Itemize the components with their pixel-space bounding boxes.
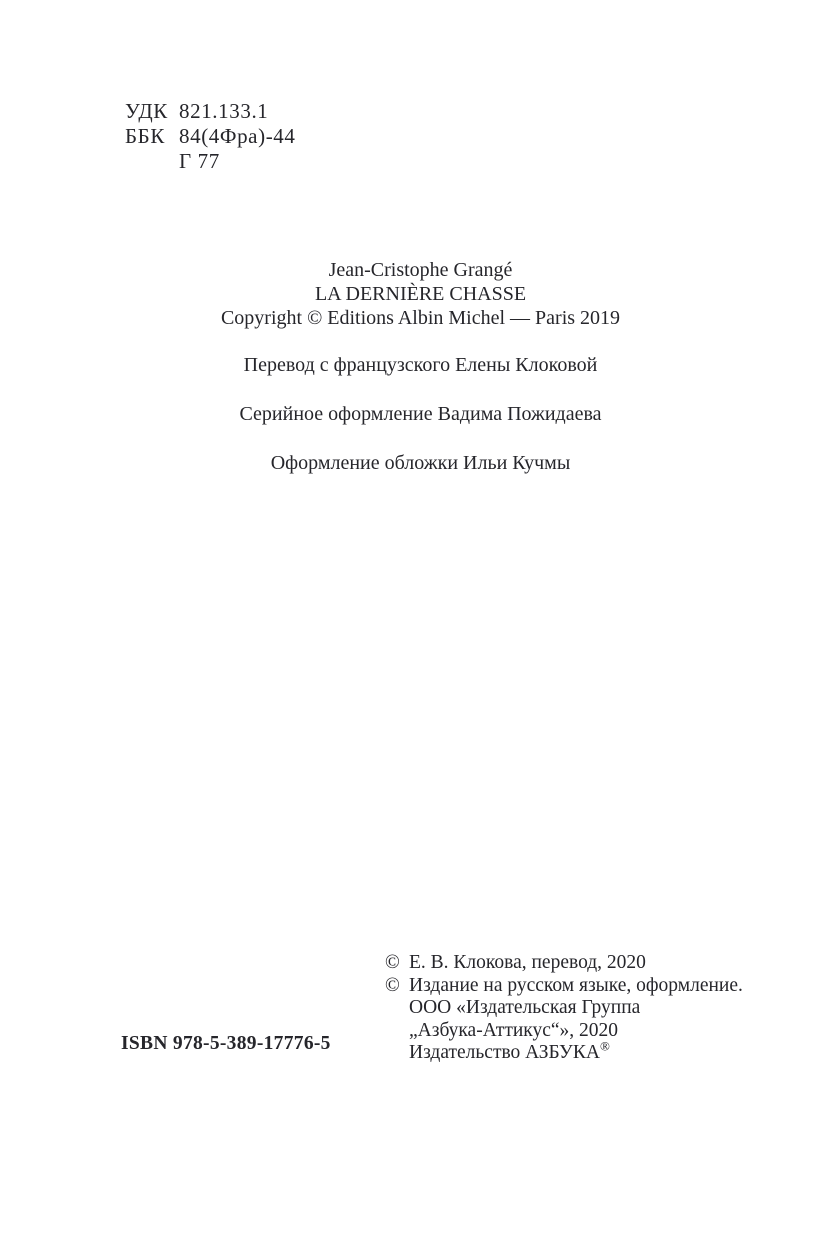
- author-sign-value: Г 77: [179, 149, 220, 173]
- copyright-symbol: ©: [385, 952, 400, 973]
- original-author: Jean-Cristophe Grangé: [328, 259, 513, 281]
- udk-row: [125, 99, 296, 124]
- author-sign-spacer: [125, 149, 179, 174]
- original-copyright-line: Copyright © Editions Albin Michel — Paris 2019: [220, 307, 621, 329]
- publisher-line-3: „Азбука-Аттикус“», 2020: [409, 1019, 619, 1041]
- bbk-row: [125, 124, 296, 149]
- copyright-notice-publisher: [385, 975, 743, 1065]
- udk-label: УДК: [125, 99, 168, 123]
- copyright-symbol: ©: [385, 974, 400, 996]
- original-title: LA DERNIÈRE CHASSE: [314, 283, 527, 305]
- classification-block: [125, 99, 296, 174]
- publisher-line-4: [409, 1038, 743, 1065]
- copyright-notice-text: Е. В. Клокова, перевод, 2020: [409, 952, 646, 973]
- series-design-credit: Серийное оформление Вадима Пожидаева: [239, 403, 602, 425]
- publisher-imprint: Издательство АЗБУКА: [409, 1042, 600, 1063]
- publisher-line-2: ООО «Издательская Группа: [409, 997, 641, 1018]
- copyright-notice-translation: [385, 952, 743, 975]
- translation-credit: Перевод с французского Елены Клоковой: [243, 354, 598, 376]
- registered-trademark-symbol: ®: [599, 1038, 610, 1054]
- cover-design-credit: Оформление обложки Ильи Кучмы: [270, 452, 571, 474]
- bbk-label: ББК: [125, 124, 165, 148]
- copyright-notices-block: [385, 952, 743, 1065]
- udk-value: 821.133.1: [179, 99, 269, 123]
- copyright-notice-text: [409, 975, 743, 1065]
- publisher-line-1: Издание на русском языке, оформление.: [409, 974, 743, 996]
- isbn: ISBN 978-5-389-17776-5: [121, 1033, 331, 1054]
- author-sign-row: [125, 149, 296, 174]
- bbk-value: 84(4Фра)-44: [179, 124, 296, 148]
- original-edition-block: [14, 258, 827, 330]
